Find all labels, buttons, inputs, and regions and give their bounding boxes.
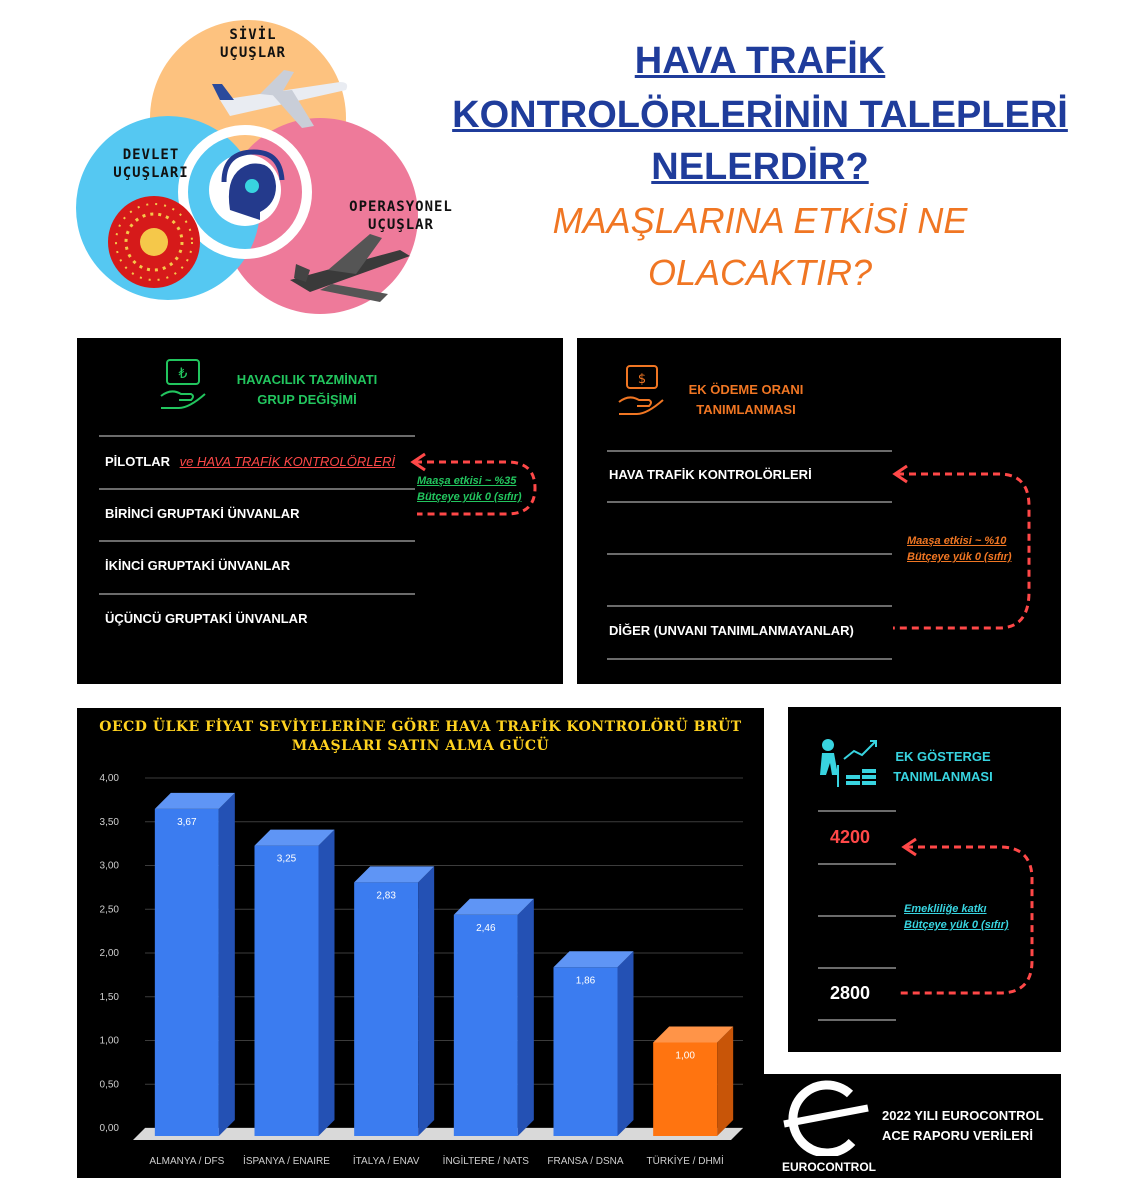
bar (255, 846, 319, 1136)
x-category-label: FRANSA / DSNA (547, 1156, 624, 1167)
bar (554, 967, 618, 1136)
eurocontrol-caption-line2: ACE RAPORU VERİLERİ (882, 1128, 1033, 1143)
chart-title-line1: OECD ÜLKE FİYAT SEVİYELERİNE GÖRE HAVA TRAFİK KONTROLÖRÜ BRÜT (99, 719, 742, 735)
chart-panel (77, 708, 764, 1178)
x-category-label: İSPANYA / ENAIRE (243, 1156, 330, 1167)
y-tick-label: 3,00 (99, 860, 119, 872)
divider (607, 553, 892, 555)
indicator-value-2800: 2800 (830, 983, 871, 1003)
retiree-growth-icon (816, 735, 880, 789)
x-category-label: TÜRKİYE / DHMİ (646, 1156, 724, 1167)
pilots-label: PİLOTLAR (105, 454, 170, 469)
compensation-heading (207, 370, 407, 410)
compensation-row-2: BİRİNCİ GRUPTAKİ ÜNVANLAR (105, 506, 300, 521)
eurocontrol-logo (780, 1080, 872, 1156)
title-line-2: KONTROLÖRLERİNİN TALEPLERİ (452, 94, 1068, 136)
bar-value-label: 1,00 (675, 1050, 695, 1062)
compensation-note-line2: Bütçeye yük 0 (sıfır) (417, 491, 522, 503)
chart-title-line2: MAAŞLARI SATIN ALMA GÜCÜ (291, 738, 550, 754)
bar (454, 915, 518, 1136)
presidential-seal-icon (108, 196, 200, 288)
divider (99, 593, 415, 595)
subtitle-line-1: MAAŞLARINA ETKİSİ NE (552, 200, 968, 241)
indicator-value-4200: 4200 (830, 827, 871, 847)
indicator-heading-line2: TANIMLANMASI (893, 769, 993, 784)
divider (818, 915, 896, 917)
payment-heading-line1: EK ÖDEME ORANI (688, 382, 804, 397)
divider (99, 540, 415, 542)
bar-value-label: 3,67 (177, 816, 197, 828)
bar (354, 882, 418, 1136)
venn-label-operational-line1: OPERASYONEL (349, 199, 453, 215)
svg-text:$: $ (637, 372, 647, 387)
svg-text:₺: ₺ (178, 366, 188, 382)
compensation-row-3: İKİNCİ GRUPTAKİ ÜNVANLAR (105, 558, 291, 573)
payment-note (907, 533, 1012, 565)
x-category-label: İNGİLTERE / NATS (442, 1156, 529, 1167)
indicator-heading (878, 747, 1008, 787)
eurocontrol-panel (764, 1074, 1061, 1178)
y-tick-label: 0,00 (99, 1123, 119, 1134)
bar-value-label: 3,25 (276, 853, 297, 865)
divider (607, 450, 892, 452)
title-line-1: HAVA TRAFİK (634, 40, 886, 82)
payment-row-atc: HAVA TRAFİK KONTROLÖRLERİ (609, 467, 812, 482)
venn-label-civil (198, 26, 308, 62)
indicator-note-line1: Emekliliğe katkı (904, 903, 987, 915)
venn-diagram (70, 20, 490, 320)
venn-label-civil-line1: SİVİL (229, 27, 277, 43)
divider (607, 605, 892, 607)
compensation-note-line1: Maaşa etkisi ~ %35 (417, 475, 517, 487)
divider (818, 810, 896, 812)
payment-row-other: DİĞER (UNVANI TANIMLANMAYANLAR) (609, 623, 854, 638)
compensation-row-4: ÜÇÜNCÜ GRUPTAKİ ÜNVANLAR (105, 611, 308, 626)
payment-panel (577, 338, 1061, 684)
x-category-label: ALMANYA / DFS (149, 1156, 225, 1167)
venn-label-civil-line2: UÇUŞLAR (219, 45, 286, 61)
divider (99, 435, 415, 437)
atc-added-label: ve HAVA TRAFİK KONTROLÖRLERİ (179, 454, 396, 469)
y-tick-label: 3,50 (99, 816, 119, 828)
eurocontrol-logo-text: EUROCONTROL (782, 1160, 876, 1174)
divider (818, 863, 896, 865)
venn-label-operational (326, 198, 476, 234)
bar-chart (77, 708, 764, 1178)
venn-label-state-line2: UÇUŞLARI (113, 165, 189, 181)
bar-side (717, 1027, 733, 1137)
eurocontrol-caption-line1: 2022 YILI EUROCONTROL (882, 1108, 1044, 1123)
indicator-note (904, 901, 1009, 933)
bar-side (418, 866, 434, 1136)
y-tick-label: 1,50 (99, 991, 119, 1003)
title-line-3: NELERDİR? (651, 146, 869, 188)
payment-note-line2: Bütçeye yük 0 (sıfır) (907, 551, 1012, 563)
divider (818, 1019, 896, 1021)
y-tick-label: 2,00 (99, 948, 119, 959)
y-tick-label: 4,00 (99, 773, 119, 784)
payment-note-line1: Maaşa etkisi ~ %10 (907, 535, 1007, 547)
y-tick-label: 1,00 (99, 1035, 119, 1047)
venn-label-state (96, 146, 206, 182)
compensation-heading-line2: GRUP DEĞİŞİMİ (257, 392, 357, 407)
venn-label-state-line1: DEVLET (122, 147, 180, 163)
payment-heading-line2: TANIMLANMASI (696, 402, 796, 417)
bar-side (618, 951, 634, 1136)
divider (99, 488, 415, 490)
bar-side (319, 830, 335, 1136)
venn-label-operational-line2: UÇUŞLAR (367, 217, 434, 233)
indicator-heading-line1: EK GÖSTERGE (895, 749, 991, 764)
y-tick-label: 2,50 (99, 904, 119, 916)
compensation-panel (77, 338, 563, 684)
indicator-note-line2: Bütçeye yük 0 (sıfır) (904, 919, 1009, 931)
eurocontrol-caption (882, 1106, 1044, 1146)
y-tick-label: 0,50 (99, 1079, 119, 1091)
hand-dollar-icon (617, 362, 667, 418)
divider (607, 501, 892, 503)
divider (607, 658, 892, 660)
bar-side (518, 899, 534, 1136)
bar (155, 809, 219, 1136)
payment-heading (661, 380, 831, 420)
bar-value-label: 2,46 (476, 922, 496, 934)
divider (818, 967, 896, 969)
subtitle-line-2: OLACAKTIR? (647, 252, 873, 293)
compensation-note (417, 473, 522, 505)
x-category-label: İTALYA / ENAV (352, 1156, 420, 1167)
indicator-panel (788, 707, 1061, 1052)
bar-value-label: 1,86 (575, 975, 596, 987)
compensation-row-1 (105, 454, 395, 469)
compensation-heading-line1: HAVACILIK TAZMİNATI (236, 372, 378, 387)
bar-side (219, 793, 235, 1136)
bar-value-label: 2,83 (376, 890, 396, 902)
hand-money-icon (159, 356, 207, 412)
